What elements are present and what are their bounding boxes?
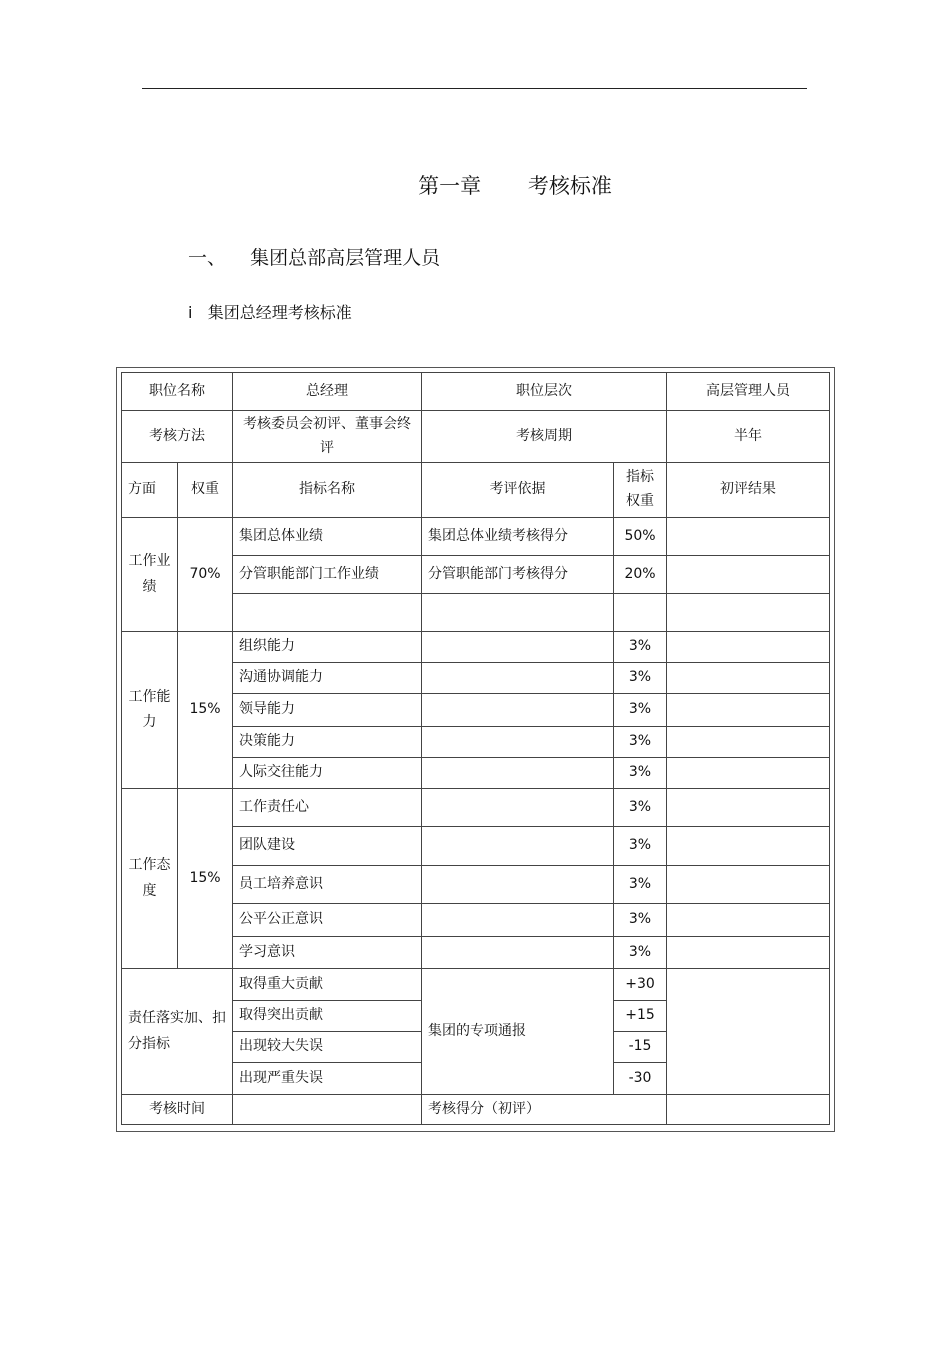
indicator-basis	[422, 866, 614, 904]
indicator-name: 决策能力	[233, 727, 422, 758]
indicator-basis: 集团的专项通报	[422, 969, 614, 1095]
indicator-name: 沟通协调能力	[233, 663, 422, 694]
result-cell	[667, 827, 830, 866]
indicator-basis	[422, 789, 614, 827]
result-cell	[667, 904, 830, 937]
indicator-name: 取得重大贡献	[233, 969, 422, 1001]
indicator-weight: 3%	[614, 904, 667, 937]
result-cell	[667, 969, 830, 1095]
result-cell	[667, 632, 830, 663]
indicator-weight: +30	[614, 969, 667, 1001]
header-weight: 权重	[178, 463, 233, 518]
indicator-basis: 分管职能部门考核得分	[422, 556, 614, 594]
indicator-weight: 3%	[614, 727, 667, 758]
indicator-basis	[422, 937, 614, 969]
header-indicator-weight: 指标权重	[614, 463, 667, 518]
footer-time-value	[233, 1095, 422, 1125]
indicator-weight: 20%	[614, 556, 667, 594]
header-aspect: 方面	[122, 463, 178, 518]
indicator-basis: 集团总体业绩考核得分	[422, 518, 614, 556]
indicator-weight: +15	[614, 1001, 667, 1032]
indicator-name: 工作责任心	[233, 789, 422, 827]
indicator-name: 领导能力	[233, 694, 422, 727]
indicator-weight: 3%	[614, 694, 667, 727]
indicator-weight: -30	[614, 1063, 667, 1095]
indicator-name: 集团总体业绩	[233, 518, 422, 556]
indicator-basis	[422, 758, 614, 789]
indicator-name: 分管职能部门工作业绩	[233, 556, 422, 594]
indicator-name: 出现严重失误	[233, 1063, 422, 1095]
aspect-attitude: 工作态度	[122, 789, 178, 969]
position-name-label: 职位名称	[122, 373, 233, 411]
assessment-table	[121, 372, 830, 1125]
indicator-weight: 3%	[614, 758, 667, 789]
result-cell	[667, 694, 830, 727]
result-cell	[667, 727, 830, 758]
indicator-name: 组织能力	[233, 632, 422, 663]
position-name-value: 总经理	[233, 373, 422, 411]
section-title: 一、 集团总部高层管理人员	[188, 247, 441, 269]
cycle-label: 考核周期	[422, 411, 667, 463]
header-indicator: 指标名称	[233, 463, 422, 518]
chapter-title: 第一章 考核标准	[418, 174, 612, 198]
result-cell	[667, 937, 830, 969]
indicator-weight: 50%	[614, 518, 667, 556]
indicator-weight: 3%	[614, 789, 667, 827]
header-rule	[142, 88, 807, 89]
indicator-name: 学习意识	[233, 937, 422, 969]
indicator-basis	[422, 632, 614, 663]
indicator-weight: -15	[614, 1032, 667, 1063]
indicator-basis	[422, 827, 614, 866]
header-result: 初评结果	[667, 463, 830, 518]
indicator-weight: 3%	[614, 663, 667, 694]
indicator-weight: 3%	[614, 937, 667, 969]
footer-score-label: 考核得分（初评）	[422, 1095, 667, 1125]
aspect-bonus: 责任落实加、扣分指标	[122, 969, 233, 1095]
aspect-ability: 工作能力	[122, 632, 178, 789]
position-level-value: 高层管理人员	[667, 373, 830, 411]
aspect-performance: 工作业绩	[122, 518, 178, 632]
indicator-name	[233, 594, 422, 632]
indicator-basis	[422, 694, 614, 727]
indicator-name: 团队建设	[233, 827, 422, 866]
indicator-basis	[422, 727, 614, 758]
result-cell	[667, 663, 830, 694]
subsection-title: i 集团总经理考核标准	[188, 303, 352, 322]
indicator-name: 取得突出贡献	[233, 1001, 422, 1032]
result-cell	[667, 789, 830, 827]
indicator-weight: 3%	[614, 632, 667, 663]
footer-time-label: 考核时间	[122, 1095, 233, 1125]
indicator-basis	[422, 594, 614, 632]
footer-score-value	[667, 1095, 830, 1125]
indicator-weight	[614, 594, 667, 632]
position-level-label: 职位层次	[422, 373, 667, 411]
weight-attitude: 15%	[178, 789, 233, 969]
result-cell	[667, 556, 830, 594]
indicator-basis	[422, 904, 614, 937]
result-cell	[667, 758, 830, 789]
indicator-name: 员工培养意识	[233, 866, 422, 904]
method-value: 考核委员会初评、董事会终评	[233, 411, 422, 463]
result-cell	[667, 866, 830, 904]
indicator-weight: 3%	[614, 866, 667, 904]
indicator-basis	[422, 663, 614, 694]
header-basis: 考评依据	[422, 463, 614, 518]
indicator-name: 出现较大失误	[233, 1032, 422, 1063]
weight-performance: 70%	[178, 518, 233, 632]
weight-ability: 15%	[178, 632, 233, 789]
result-cell	[667, 518, 830, 556]
method-label: 考核方法	[122, 411, 233, 463]
indicator-weight: 3%	[614, 827, 667, 866]
indicator-name: 人际交往能力	[233, 758, 422, 789]
result-cell	[667, 594, 830, 632]
indicator-name: 公平公正意识	[233, 904, 422, 937]
cycle-value: 半年	[667, 411, 830, 463]
